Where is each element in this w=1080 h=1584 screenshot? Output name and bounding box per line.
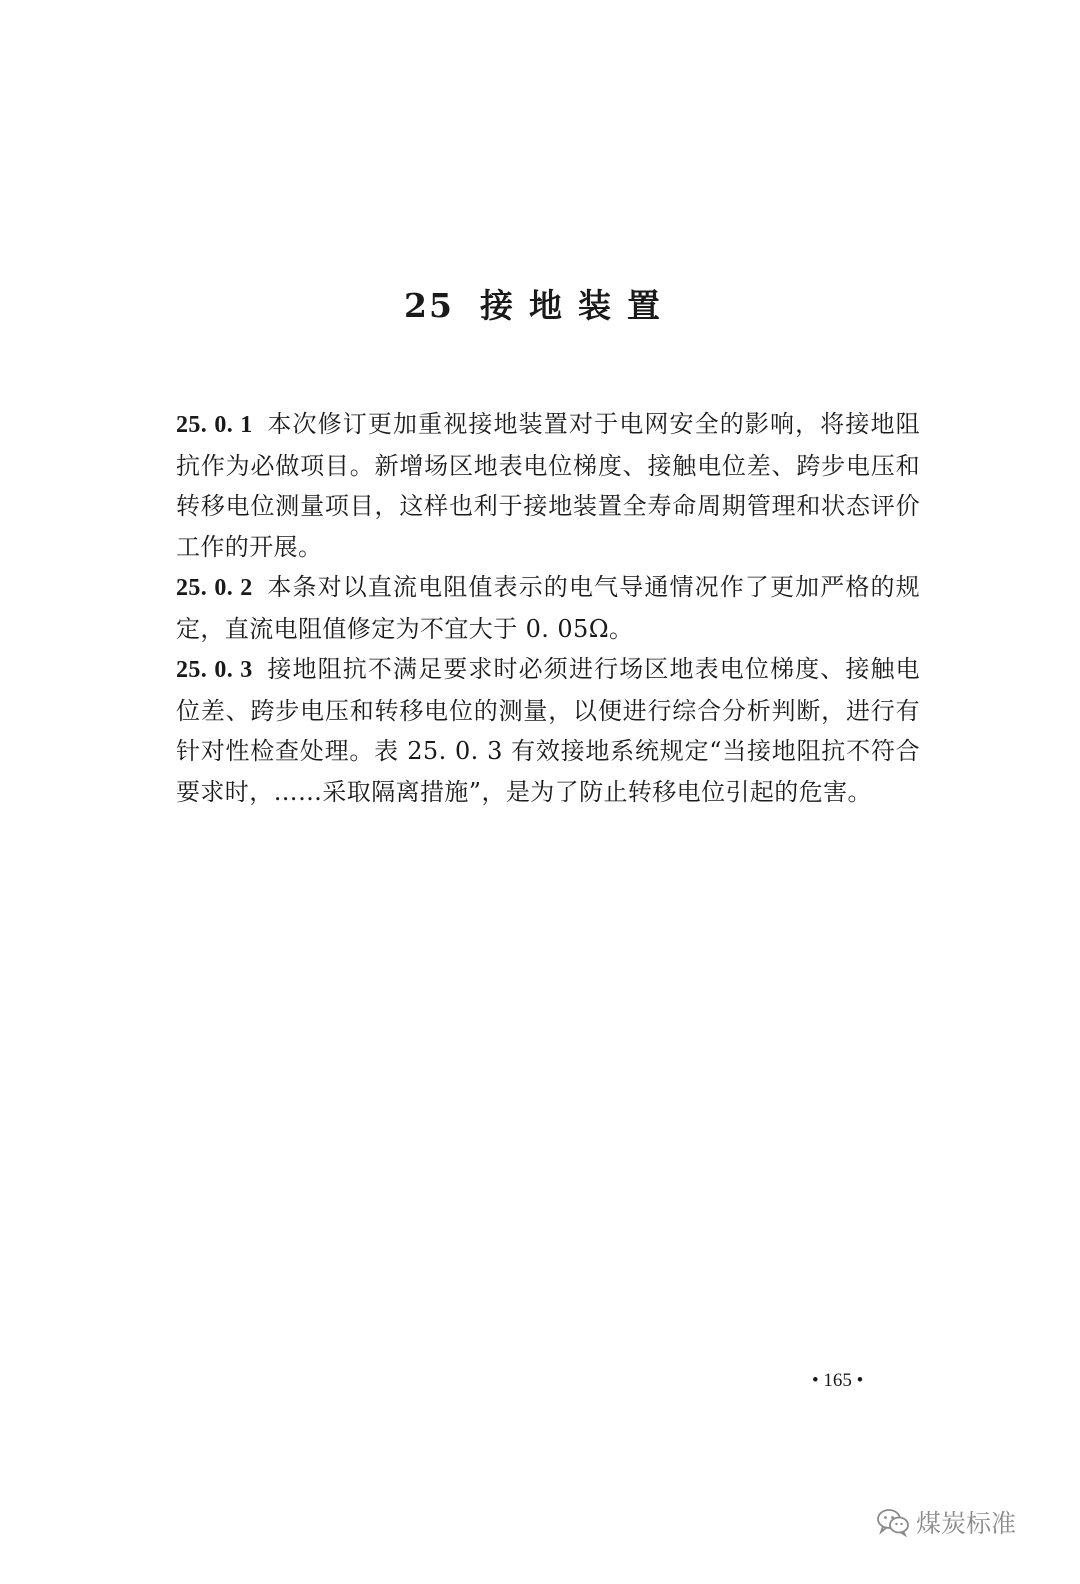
document-body (176, 404, 920, 812)
clause-text: 本条对以直流电阻值表示的电气导通情况作了更加严格的规定，直流电阻值修定为不宜大于 0. 05Ω。 (176, 573, 921, 643)
clause-number: 25. 0. 3 (176, 657, 253, 683)
chapter-title (0, 280, 1080, 327)
clause-text: 本次修订更加重视接地装置对于电网安全的影响，将接地阻抗作为必做项目。新增场区地表电位梯度、接触电位差、跨步电压和转移电位测量项目，这样也利于接地装置全寿命周期管理和状态评价工作的开展。 (176, 410, 921, 561)
clause-number: 25. 0. 2 (176, 575, 253, 601)
clause-number: 25. 0. 1 (176, 412, 253, 438)
clause-text: 接地阻抗不满足要求时必须进行场区地表电位梯度、接触电位差、跨步电压和转移电位的测量，以便进行综合分析判断，进行有针对性检查处理。表 25. 0. 3 有效接地系统规定“当接地阻抗不符合要求时，……采取隔离措施”，是为了防止转移电位引起的危害。 (176, 655, 921, 806)
watermark-text: 煤炭标准 (916, 1509, 1017, 1538)
chapter-number: 25 (404, 286, 454, 325)
clause (176, 649, 920, 812)
watermark (876, 1504, 1016, 1540)
wechat-icon (876, 1507, 910, 1537)
clause (176, 567, 920, 649)
page-number: • 165 • (812, 1370, 864, 1391)
chapter-name: 接地装置 (479, 286, 676, 325)
clause (176, 404, 920, 567)
